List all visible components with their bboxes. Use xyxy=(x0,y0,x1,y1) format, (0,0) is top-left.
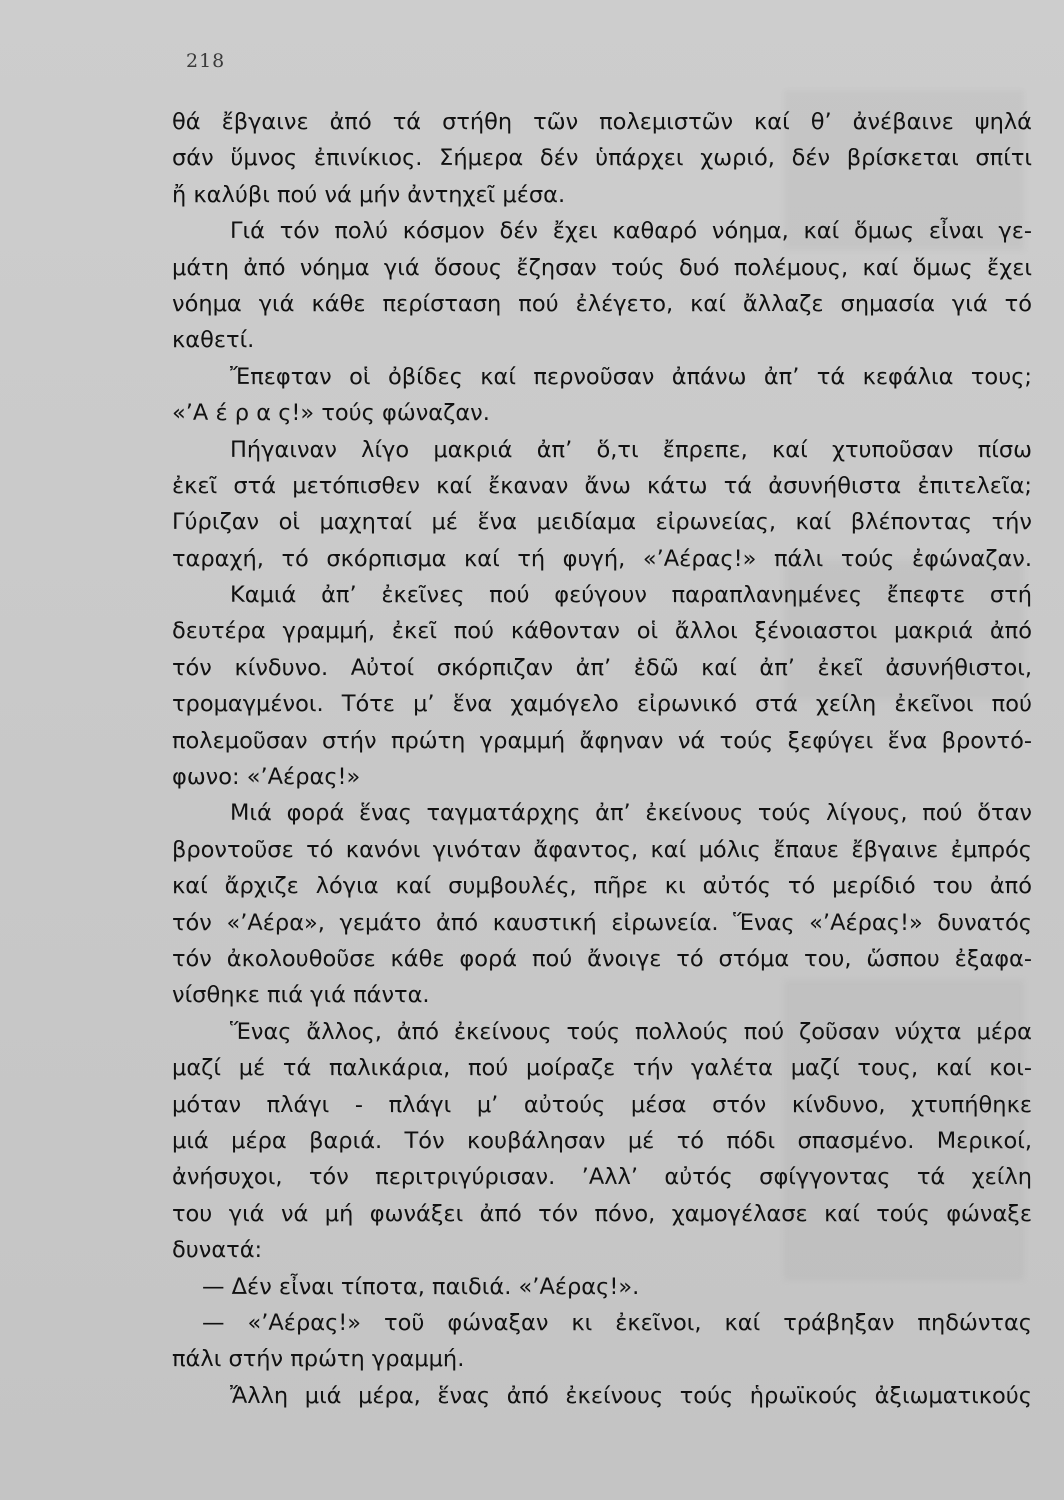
text-line: Ἕνας ἄλλος, ἀπό ἐκείνους τούς πολλούς πού ζοῦσαν νύχτα μέρα xyxy=(230,1018,1032,1045)
text-line: μάτη ἀπό νόημα γιά ὅσους ἔζησαν τούς δυό πολέμους, καί ὅμως ἔχει xyxy=(172,254,1032,281)
text-line: μιά μέρα βαριά. Τόν κουβάλησαν μέ τό πόδι σπασμένο. Μερικοί, xyxy=(172,1127,1032,1154)
text-line: δευτέρα γραμμή, ἐκεῖ πού κάθονταν οἱ ἄλλοι ξένοιαστοι μακριά ἀπό xyxy=(172,618,1032,645)
text-line: ἀνήσυχοι, τόν περιτριγύρισαν. ’Αλλ’ αὐτός σφίγγοντας τά χείλη xyxy=(172,1164,1032,1191)
text-line: τρομαγμένοι. Τότε μ’ ἕνα χαμόγελο εἰρωνικό στά χείλη ἐκεῖνοι πού xyxy=(172,691,1032,718)
text-line: — «’Αέρας!» τοῦ φώναξαν κι ἐκεῖνοι, καί τράβηξαν πηδώντας xyxy=(202,1309,1032,1336)
text-line: βροντοῦσε τό κανόνι γινόταν ἄφαντος, καί μόλις ἔπαυε ἔβγαινε ἐμπρός xyxy=(172,836,1032,863)
body-text xyxy=(172,104,1032,1414)
text-line: ταραχή, τό σκόρπισμα καί τή φυγή, «’Αέρας!» πάλι τούς ἐφώναζαν. xyxy=(172,545,1032,572)
text-line: πάλι στήν πρώτη γραμμή. xyxy=(172,1346,465,1373)
text-line: Πήγαιναν λίγο μακριά ἀπ’ ὅ,τι ἔπρεπε, καί χτυποῦσαν πίσω xyxy=(230,436,1032,463)
text-line: τόν «’Αέρα», γεμάτο ἀπό καυστική εἰρωνεία. Ἕνας «’Αέρας!» δυνατός xyxy=(172,909,1032,936)
text-line: καί ἄρχιζε λόγια καί συμβουλές, πῆρε κι αὐτός τό μερίδιό του ἀπό xyxy=(172,873,1032,900)
text-line: Γύριζαν οἱ μαχηταί μέ ἕνα μειδίαμα εἰρωνείας, καί βλέποντας τήν xyxy=(172,509,1032,536)
text-line: τόν ἀκολουθοῦσε κάθε φορά πού ἄνοιγε τό στόμα του, ὥσπου ἐξαφα- xyxy=(172,945,1032,972)
text-line: «’Α έ ρ α ς!» τούς φώναζαν. xyxy=(172,400,490,427)
text-line: Μιά φορά ἕνας ταγματάρχης ἀπ’ ἐκείνους τούς λίγους, πού ὅταν xyxy=(230,800,1032,827)
text-line: καθετί. xyxy=(172,327,255,354)
text-line: ἤ καλύβι πού νά μήν ἀντηχεῖ μέσα. xyxy=(172,181,566,208)
text-line: νίσθηκε πιά γιά πάντα. xyxy=(172,982,430,1009)
text-line: Ἔπεφταν οἱ ὀβίδες καί περνοῦσαν ἀπάνω ἀπ’ τά κεφάλια τους; xyxy=(230,363,1032,390)
text-line: νόημα γιά κάθε περίσταση πού ἐλέγετο, καί ἄλλαζε σημασία γιά τό xyxy=(172,290,1032,317)
text-line: μαζί μέ τά παλικάρια, πού μοίραζε τήν γαλέτα μαζί τους, καί κοι- xyxy=(172,1055,1032,1082)
text-line: μόταν πλάγι - πλάγι μ’ αὐτούς μέσα στόν κίνδυνο, χτυπήθηκε xyxy=(172,1091,1032,1118)
page-number: 218 xyxy=(186,50,226,72)
text-line: τόν κίνδυνο. Αὐτοί σκόρπιζαν ἀπ’ ἐδῶ καί ἀπ’ ἐκεῖ ἀσυνήθιστοι, xyxy=(172,654,1032,681)
text-line: θά ἔβγαινε ἀπό τά στήθη τῶν πολεμιστῶν καί θ’ ἀνέβαινε ψηλά xyxy=(172,109,1032,135)
text-line: σάν ὕμνος ἐπινίκιος. Σήμερα δέν ὑπάρχει χωριό, δέν βρίσκεται σπίτι xyxy=(172,145,1032,172)
text-line: ἐκεῖ στά μετόπισθεν καί ἔκαναν ἄνω κάτω τά ἀσυνήθιστα ἐπιτελεῖα; xyxy=(172,472,1032,499)
text-line: Καμιά ἀπ’ ἐκεῖνες πού φεύγουν παραπλανημένες ἔπεφτε στή xyxy=(230,582,1032,609)
text-line: Ἄλλη μιά μέρα, ἕνας ἀπό ἐκείνους τούς ἡρωϊκούς ἀξιωματικούς xyxy=(230,1382,1032,1409)
text-line: φωνο: «’Αέρας!» xyxy=(172,764,361,791)
text-line: του γιά νά μή φωνάξει ἀπό τόν πόνο, χαμογέλασε καί τούς φώναξε xyxy=(172,1200,1032,1227)
text-line: — Δέν εἶναι τίποτα, παιδιά. «’Αέρας!». xyxy=(202,1273,640,1300)
text-line: δυνατά: xyxy=(172,1237,263,1264)
text-line: πολεμοῦσαν στήν πρώτη γραμμή ἄφηναν νά τούς ξεφύγει ἕνα βροντό- xyxy=(172,727,1032,754)
text-line: Γιά τόν πολύ κόσμον δέν ἔχει καθαρό νόημα, καί ὅμως εἶναι γε- xyxy=(230,218,1032,245)
